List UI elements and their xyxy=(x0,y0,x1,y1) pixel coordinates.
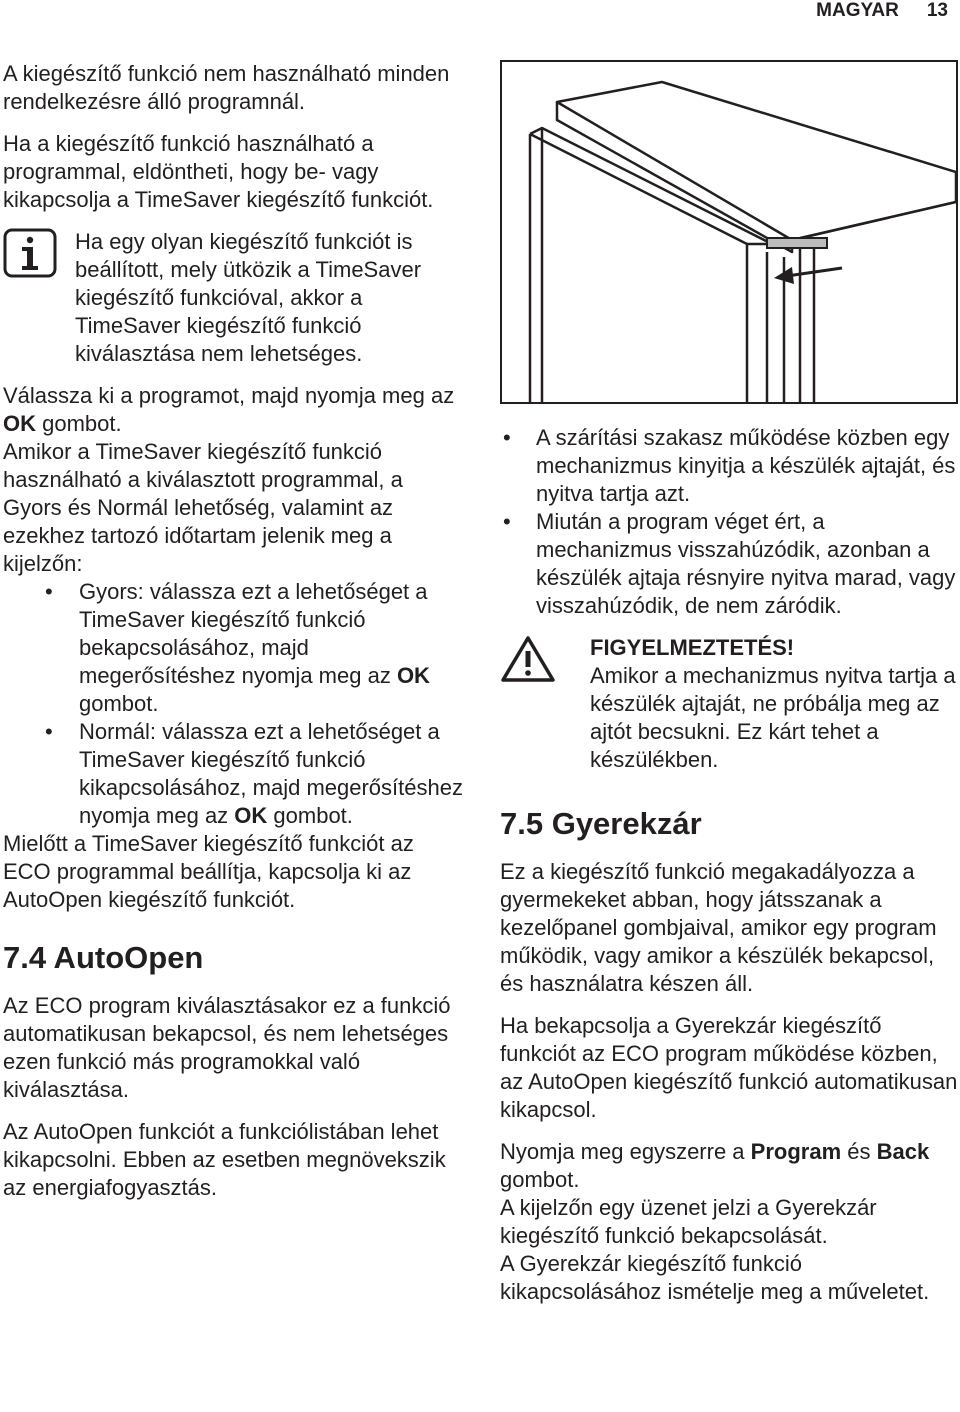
paragraph: Az ECO program kiválasztásakor ez a funkció automatikusan bekapcsol, és nem lehetséges ezen funkció más programokkal való kiválasztása. xyxy=(3,993,451,1102)
paragraph: A Gyerekzár kiegészítő funkció kikapcsolásához ismételje meg a műveletet. xyxy=(500,1251,930,1304)
paragraph: Ez a kiegészítő funkció megakadályozza a gyermekeket abban, hogy játsszanak a kezelőpanel gombjaival, amikor egy program működik, vagy amikor a készülék bekapcsol, és használatra készen áll. xyxy=(500,859,937,996)
paragraph: Mielőtt a TimeSaver kiegészítő funkciót az ECO programmal beállítja, kapcsolja ki az AutoOpen kiegészítő funkciót. xyxy=(3,831,414,912)
paragraph: Amikor a TimeSaver kiegészítő funkció használható a kiválasztott programmal, a Gyors és Normál lehetőség, valamint az ezekhez tartozó időtartam jelenik meg a kijelzőn: xyxy=(3,439,403,576)
warning-text: Amikor a mechanizmus nyitva tartja a készülék ajtaját, ne próbálja meg az ajtót becsukni. Ez kárt tehet a készülékben. xyxy=(590,663,956,772)
paragraph: Az AutoOpen funkciót a funkciólistában lehet kikapcsolni. Ebben az esetben megnövekszik az energiafogyasztás. xyxy=(3,1119,446,1200)
text: Válassza ki a programot, majd nyomja meg az xyxy=(3,383,455,408)
paragraph xyxy=(500,1138,960,1194)
list-item xyxy=(3,718,465,830)
program-button-label: Program xyxy=(750,1139,842,1164)
paragraph xyxy=(3,382,465,438)
section-heading: 7.5 Gyerekzár xyxy=(500,806,702,841)
text: és xyxy=(841,1139,877,1164)
text: gombot. xyxy=(79,691,159,716)
info-icon xyxy=(3,228,75,368)
paragraph: A kijelzőn egy üzenet jelzi a Gyerekzár kiegészítő funkció bekapcsolását. xyxy=(500,1195,877,1248)
warning-note xyxy=(500,634,960,774)
right-column xyxy=(500,60,960,1306)
list-item xyxy=(3,578,465,718)
ok-label: OK xyxy=(396,663,430,688)
info-note xyxy=(3,228,465,368)
text: gombot. xyxy=(267,803,353,828)
autoopen-list xyxy=(500,424,960,620)
text: gombot. xyxy=(36,411,122,436)
warning-title: FIGYELMEZTETÉS! xyxy=(590,635,795,660)
left-column xyxy=(3,60,465,1202)
text: Normál: válassza ezt a lehetőséget a TimeSaver kiegészítő funkció kikapcsolásához, majd megerősítéshez nyomja meg az xyxy=(79,719,463,828)
paragraph: A kiegészítő funkció nem használható minden rendelkezésre álló programnál. xyxy=(3,61,450,114)
language-label: MAGYAR xyxy=(816,0,899,21)
page-number: 13 xyxy=(926,0,948,21)
info-note-text: Ha egy olyan kiegészítő funkciót is beállított, mely ütközik a TimeSaver kiegészítő funkcióval, akkor a TimeSaver kiegészítő funkció kiválasztása nem lehetséges. xyxy=(75,229,422,366)
back-button-label: Back xyxy=(876,1139,930,1164)
warning-icon xyxy=(500,634,590,774)
text: Nyomja meg egyszerre a xyxy=(500,1139,751,1164)
option-list xyxy=(3,578,465,830)
list-item: • A szárítási szakasz működése közben egy mechanizmus kinyitja a készülék ajtaját, és nyitva tartja azt. xyxy=(500,424,960,508)
autoopen-illustration xyxy=(500,60,958,404)
list-item: • Miután a program véget ért, a mechanizmus visszahúzódik, azonban a készülék ajtaja résnyire nyitva marad, vagy visszahúzódik, de nem záródik. xyxy=(500,508,960,620)
text: Gyors: válassza ezt a lehetőséget a TimeSaver kiegészítő funkció bekapcsolásához, majd megerősítéshez nyomja meg az xyxy=(79,579,428,688)
paragraph: Ha bekapcsolja a Gyerekzár kiegészítő funkciót az ECO program működése közben, az AutoOpen kiegészítő funkció automatikusan kikapcsol. xyxy=(500,1013,958,1122)
section-heading: 7.4 AutoOpen xyxy=(3,940,204,975)
page-header xyxy=(816,0,948,22)
ok-label: OK xyxy=(3,411,36,436)
text: gombot. xyxy=(500,1167,580,1192)
paragraph: Ha a kiegészítő funkció használható a programmal, eldöntheti, hogy be- vagy kikapcsolja a TimeSaver kiegészítő funkciót. xyxy=(3,131,434,212)
ok-label: OK xyxy=(234,803,268,828)
